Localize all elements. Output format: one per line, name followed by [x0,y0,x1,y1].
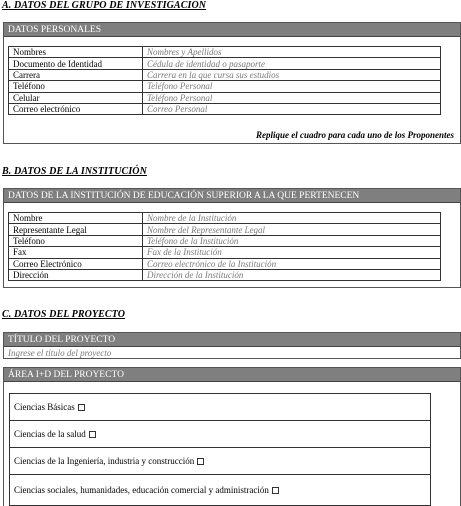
table-row [9,247,441,258]
field-value[interactable]: Nombres y Apellidos [143,47,441,58]
table-row [9,92,441,103]
field-label: Dirección [9,269,143,280]
field-label: Carrera [9,69,143,80]
institution-bar: DATOS DE LA INSTITUCIÓN DE EDUCACIÓN SUPERIOR A LA QUE PERTENECEN [4,189,460,203]
checkbox-icon[interactable] [89,431,96,438]
field-label: Nombres [9,47,143,58]
field-value[interactable]: Dirección de la Institución [143,269,441,280]
field-value[interactable]: Cédula de identidad o pasaporte [143,58,441,69]
area-label: Ciencias sociales, humanidades, educación comercial y administración [14,485,269,495]
table-row [9,58,441,69]
table-row [9,69,441,80]
table-row [9,235,441,246]
institution-table [8,212,441,281]
area-option[interactable] [10,448,431,475]
field-value[interactable]: Teléfono Personal [143,92,441,103]
area-option[interactable] [10,475,431,506]
project-area-table [9,393,431,506]
table-row [9,258,441,269]
section-a-heading: A. DATOS DEL GRUPO DE INVESTIGACIÓN [2,0,207,11]
area-option[interactable] [10,394,431,421]
personal-data-bar: DATOS PERSONALES [4,23,460,37]
replicate-note: Replique el cuadro para cada uno de los Proponentes [256,130,455,140]
field-label: Correo electrónico [9,103,143,114]
field-value[interactable]: Fax de la Institución [143,247,441,258]
field-label: Teléfono [9,235,143,246]
field-value[interactable]: Correo electrónico de la Institución [143,258,441,269]
table-row [9,103,441,114]
project-area-bar: ÁREA I+D DEL PROYECTO [4,368,460,382]
table-row [9,224,441,235]
field-value[interactable]: Teléfono Personal [143,81,441,92]
table-row [9,47,441,58]
table-row [9,81,441,92]
field-label: Representante Legal [9,224,143,235]
checkbox-icon[interactable] [78,404,85,411]
area-label: Ciencias de la salud [14,429,86,439]
field-value[interactable]: Correo Personal [143,103,441,114]
field-label: Documento de Identidad [9,58,143,69]
area-label: Ciencias de la Ingeniería, industria y construcción [14,456,195,466]
personal-data-table [8,46,441,115]
project-title-placeholder[interactable]: Ingrese el título del proyecto [8,348,112,358]
field-label: Celular [9,92,143,103]
field-label: Correo Electrónico [9,258,143,269]
field-label: Fax [9,247,143,258]
checkbox-icon[interactable] [197,458,204,465]
field-value[interactable]: Teléfono de la Institución [143,235,441,246]
field-value[interactable]: Carrera en la que cursa sus estudios [143,69,441,80]
section-c-heading: C. DATOS DEL PROYECTO [2,309,126,320]
field-value[interactable]: Nombre del Representante Legal [143,224,441,235]
table-row [9,269,441,280]
field-value[interactable]: Nombre de la Institución [143,213,441,224]
field-label: Nombre [9,213,143,224]
area-option[interactable] [10,421,431,448]
area-label: Ciencias Básicas [14,402,75,412]
section-b-heading: B. DATOS DE LA INSTITUCIÓN [2,166,147,177]
project-title-panel [3,332,461,359]
table-row [9,213,441,224]
project-title-bar: TÍTULO DEL PROYECTO [4,333,460,347]
checkbox-icon[interactable] [272,487,279,494]
field-label: Teléfono [9,81,143,92]
